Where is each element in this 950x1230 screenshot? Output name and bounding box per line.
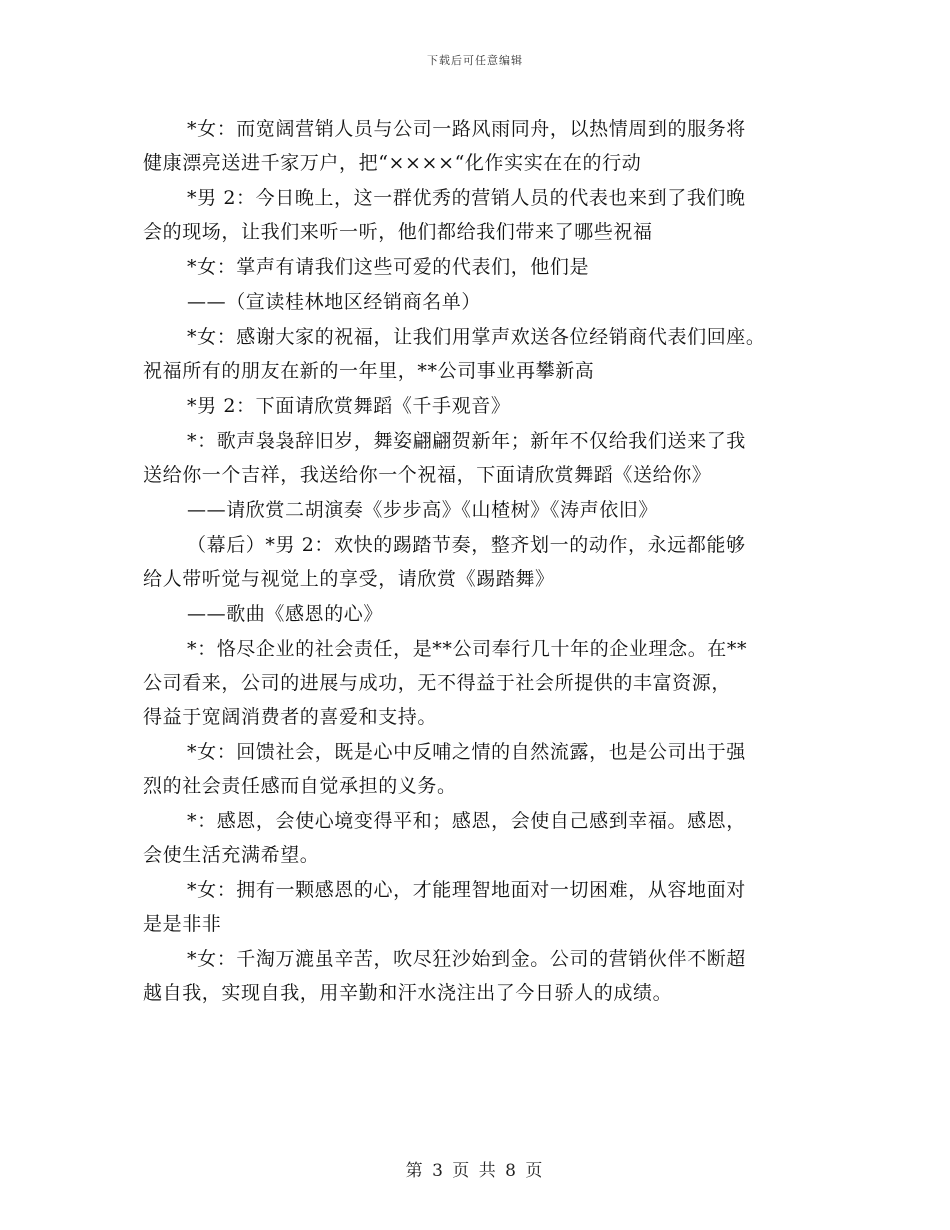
paragraph-line: *女：千淘万漉虽辛苦，吹尽狂沙始到金。公司的营销伙伴不断超 <box>187 948 746 970</box>
paragraph-line: （幕后）*男 2：欢快的踢踏节奏，整齐划一的动作，永远都能够 <box>187 534 746 556</box>
page-number: 第 3 页 共 8 页 <box>405 1161 545 1181</box>
paragraph <box>143 112 823 180</box>
paragraph-line: 给人带听觉与视觉上的享受，请欣赏《踢踏舞》 <box>143 568 555 590</box>
page-header: 下载后可任意编辑 <box>427 54 523 67</box>
paragraph <box>143 804 823 872</box>
document-body <box>143 112 823 1010</box>
paragraph-line: *女：而宽阔营销人员与公司一路风雨同舟，以热情周到的服务将 <box>187 118 746 140</box>
paragraph-line: *：感恩，会使心境变得平和；感恩，会使自己感到幸福。感恩， <box>187 810 746 832</box>
paragraph <box>143 942 823 1010</box>
paragraph <box>143 528 823 596</box>
paragraph <box>143 493 823 527</box>
paragraph-line: ——请欣赏二胡演奏《步步高》《山楂树》《涛声依旧》 <box>187 499 659 521</box>
paragraph-line: 祝福所有的朋友在新的一年里，**公司事业再攀新高 <box>143 360 595 382</box>
paragraph-line: *女：拥有一颗感恩的心，才能理智地面对一切困难，从容地面对 <box>187 879 746 901</box>
paragraph-line: 烈的社会责任感而自觉承担的义务。 <box>143 775 457 797</box>
paragraph-line: 送给你一个吉祥，我送给你一个祝福，下面请欣赏舞蹈《送给你》 <box>143 464 712 486</box>
paragraph <box>143 632 823 734</box>
paragraph-line: 会的现场，让我们来听一听，他们都给我们带来了哪些祝福 <box>143 221 653 243</box>
paragraph-line: ——歌曲《感恩的心》 <box>187 603 384 625</box>
paragraph-line: *女：掌声有请我们这些可爱的代表们，他们是 <box>187 256 590 278</box>
paragraph-line: ——（宣读桂林地区经销商名单） <box>187 291 482 313</box>
paragraph-line: 公司看来，公司的进展与成功，无不得益于社会所提供的丰富资源， <box>143 672 732 694</box>
paragraph-line: *：歌声袅袅辞旧岁，舞姿翩翩贺新年；新年不仅给我们送来了我 <box>187 430 746 452</box>
paragraph-line: *：恪尽企业的社会责任，是**公司奉行几十年的企业理念。在** <box>187 638 748 660</box>
paragraph-line: 得益于宽阔消费者的喜爱和支持。 <box>143 706 438 728</box>
paragraph <box>143 285 823 319</box>
paragraph <box>143 424 823 492</box>
paragraph-line: *男 2：今日晚上，这一群优秀的营销人员的代表也来到了我们晚 <box>187 187 746 209</box>
paragraph <box>143 181 823 249</box>
paragraph <box>143 735 823 803</box>
paragraph-line: *女：感谢大家的祝福，让我们用掌声欢送各位经销商代表们回座。 <box>187 326 766 348</box>
paragraph-line: 健康漂亮送进千家万户，把“××××“化作实实在在的行动 <box>143 152 642 174</box>
paragraph <box>143 389 823 423</box>
paragraph-line: *女：回馈社会，既是心中反哺之情的自然流露，也是公司出于强 <box>187 741 746 763</box>
paragraph-line: 越自我，实现自我，用辛勤和汗水浇注出了今日骄人的成绩。 <box>143 982 673 1004</box>
paragraph <box>143 250 823 284</box>
paragraph-line: 会使生活充满希望。 <box>143 844 320 866</box>
paragraph-line: *男 2：下面请欣赏舞蹈《千手观音》 <box>187 395 511 417</box>
paragraph <box>143 873 823 941</box>
paragraph-line: 是是非非 <box>143 913 222 935</box>
paragraph <box>143 320 823 388</box>
paragraph <box>143 597 823 631</box>
